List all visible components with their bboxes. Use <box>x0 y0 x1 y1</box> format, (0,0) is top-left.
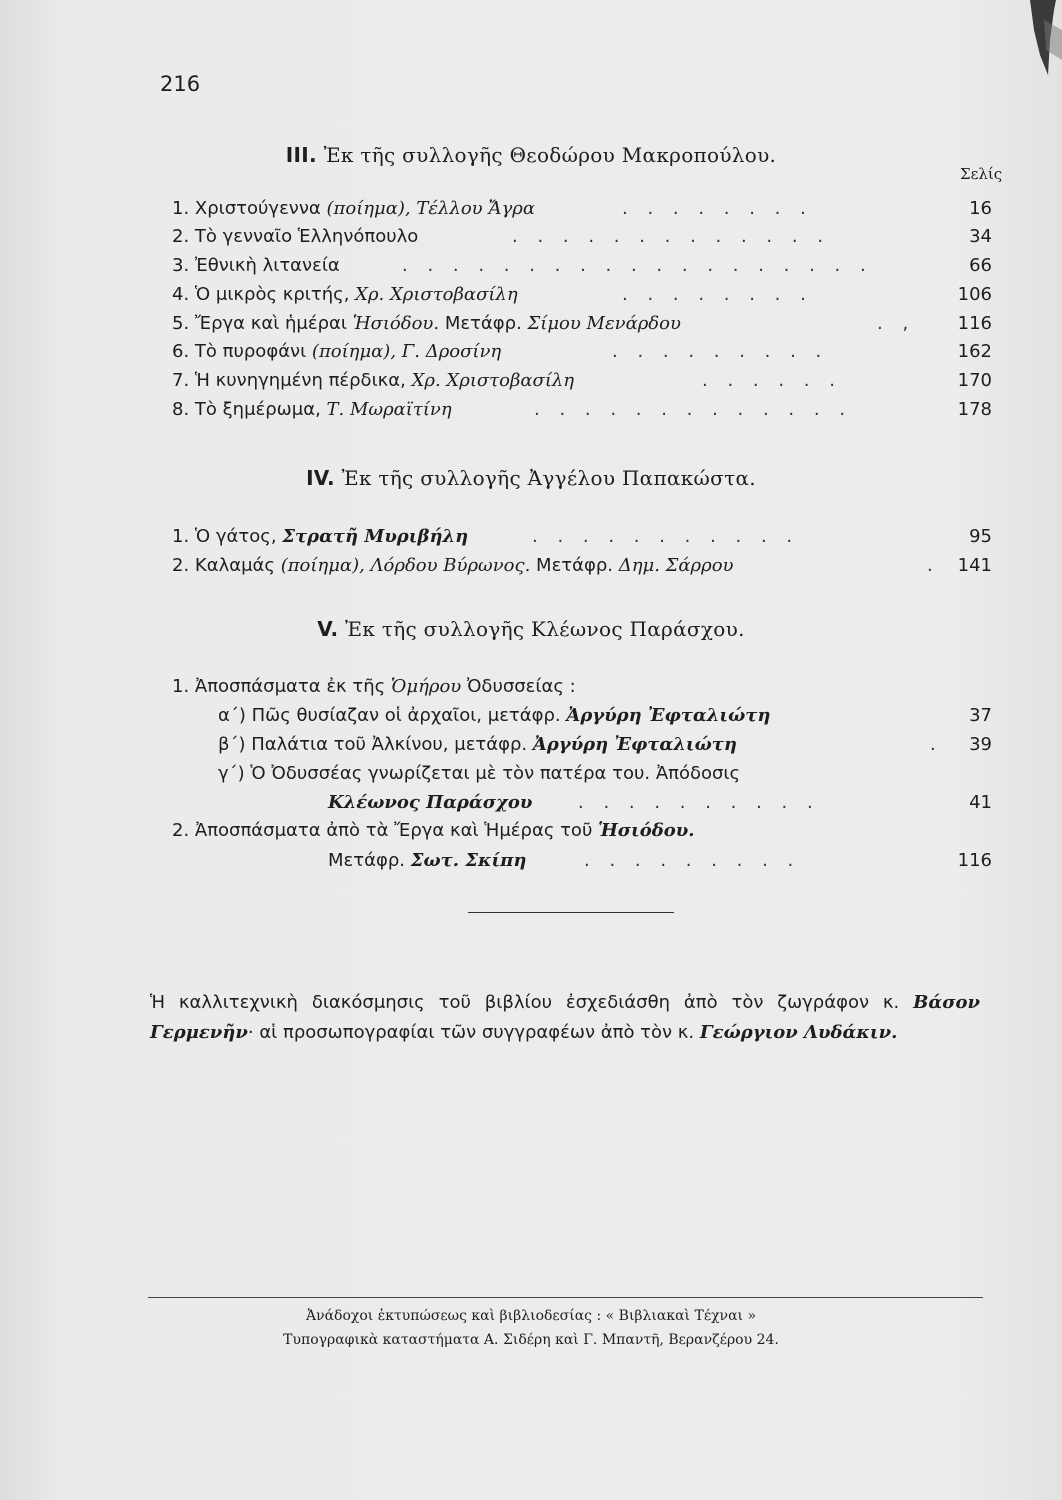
page-ref: 34 <box>969 226 992 247</box>
section-numeral: III. <box>285 143 317 167</box>
leader-dots: . . . . . . . . <box>622 198 813 219</box>
pages-column-label: Σελίς <box>960 165 1003 183</box>
toc-entry: 6. Τὸ πυροφάνι (ποίημα), Γ. Δροσίνη . . . . . . . . . 162 <box>172 341 992 362</box>
leader-dots: . <box>930 734 943 755</box>
toc-entry: 7. Ἡ κυνηγημένη πέρδικα, Χρ. Χριστοβασίλη . . . . . . 170 <box>172 370 992 391</box>
toc-entry: γ΄) Ὁ Ὀδυσσέας γνωρίζεται μὲ τὸν πατέρα του. Ἀπόδοσις <box>218 763 741 784</box>
toc-entry: 8. Τὸ ξημέρωμα, Τ. Μωραϊτίνη . . . . . . . . . . . . . 178 <box>172 399 992 420</box>
page-edge-mark <box>1010 0 1062 80</box>
toc-entry: 1. Ὁ γάτος, Στρατῆ Μυριβήλη . . . . . . . . . . . 95 <box>172 526 992 547</box>
toc-entry: 3. Ἐθνικὴ λιτανεία . . . . . . . . . . . . . . . . . . . 66 <box>172 255 992 276</box>
leader-dots: . . . . . . . . . . . <box>532 526 800 547</box>
printer-line-1: Ἀνάδοχοι ἐκτυπώσεως καὶ βιβλιοδεσίας : « Βιβλιακαὶ Τέχναι » <box>305 1308 757 1324</box>
section-numeral: IV. <box>306 466 335 490</box>
illustration-credit: Ἡ καλλιτεχνικὴ διακόσμησις τοῦ βιβλίου ἐσχεδιάσθη ἀπὸ τὸν ζωγράφον κ. Βάσον Γερμενῆν· αἱ προσωπογραφίαι τῶν συγγραφέων ἀπὸ τὸν κ. Γεώργιον Λυδάκιν. <box>150 992 980 1043</box>
leader-dots: . , <box>877 313 916 334</box>
leader-dots: . . . . . . . . . . <box>578 792 820 813</box>
leader-dots: . . . . . . . . . . . . . <box>512 226 831 247</box>
toc-entry: 1. Χριστούγεννα (ποίημα), Τέλλου Ἄγρα . . . . . . . . 16 <box>172 198 992 219</box>
page-ref: 41 <box>969 792 992 813</box>
toc-entry: 5. Ἔργα καὶ ἡμέραι Ἡσιόδου. Μετάφρ. Σίμου Μενάρδου . , 116 <box>172 313 992 334</box>
section-title-iv <box>0 466 1062 490</box>
section-title-v <box>0 617 1062 641</box>
printer-line-2: Τυπογραφικὰ καταστήματα Α. Σιδέρη καὶ Γ. Μπαντῆ, Βερανζέρου 24. <box>283 1332 779 1348</box>
section-heading: Ἐκ τῆς συλλογῆς Θεοδώρου Μακροπούλου. <box>323 143 777 167</box>
section-title-iii <box>0 143 1062 167</box>
page-ref: 39 <box>969 734 992 755</box>
page-ref: 116 <box>957 313 992 334</box>
page-ref: 16 <box>969 198 992 219</box>
section-numeral: V. <box>317 617 339 641</box>
leader-dots: . . . . . . . . . . . . . . . . . . . <box>402 255 873 276</box>
page-ref: 141 <box>957 555 992 576</box>
leader-dots: . <box>927 555 940 576</box>
leader-dots: . . . . . . . . <box>622 284 813 305</box>
page-ref: 66 <box>969 255 992 276</box>
leader-dots: . . . . . . . . . <box>584 850 801 871</box>
toc-entry: α΄) Πῶς θυσίαζαν οἱ ἀρχαῖοι, μετάφρ. Ἀργύρη Ἐφταλιώτη 37 <box>218 705 992 726</box>
toc-entry: 2. Τὸ γενναῖο Ἑλληνόπουλο . . . . . . . . . . . . . 34 <box>172 226 992 247</box>
toc-entry: β΄) Παλάτια τοῦ Ἀλκίνου, μετάφρ. Ἀργύρη Ἐφταλιώτη . 39 <box>218 734 992 755</box>
toc-entry: Κλέωνος Παράσχου . . . . . . . . . . 41 <box>328 792 992 813</box>
footer-rule <box>148 1297 983 1298</box>
leader-dots: . . . . . . <box>702 370 842 391</box>
section-heading: Ἐκ τῆς συλλογῆς Κλέωνος Παράσχου. <box>345 617 745 641</box>
page-number: 216 <box>160 72 201 96</box>
page-ref: 162 <box>957 341 992 362</box>
page-ref: 37 <box>969 705 992 726</box>
page-ref: 106 <box>957 284 992 305</box>
page-ref: 95 <box>969 526 992 547</box>
page-ref: 178 <box>957 399 992 420</box>
page-ref: 170 <box>957 370 992 391</box>
toc-entry: Μετάφρ. Σωτ. Σκίπη . . . . . . . . . 116 <box>328 850 992 871</box>
leader-dots: . . . . . . . . . <box>612 341 829 362</box>
leader-dots: . . . . . . . . . . . . . <box>534 399 853 420</box>
page-ref: 116 <box>957 850 992 871</box>
toc-entry: 2. Καλαμάς (ποίημα), Λόρδου Βύρωνος. Μετάφρ. Δημ. Σάρρου . 141 <box>172 555 992 576</box>
toc-entry: 1. Ἀποσπάσματα ἐκ τῆς Ὁμήρου Ὀδυσσείας : <box>172 676 576 697</box>
section-heading: Ἐκ τῆς συλλογῆς Ἀγγέλου Παπακώστα. <box>341 466 756 490</box>
toc-entry: 2. Ἀποσπάσματα ἀπὸ τὰ Ἔργα καὶ Ἡμέρας τοῦ Ἡσιόδου. <box>172 820 695 841</box>
separator-rule <box>468 912 674 913</box>
toc-entry: 4. Ὁ μικρὸς κριτής, Χρ. Χριστοβασίλη . . . . . . . . 106 <box>172 284 992 305</box>
